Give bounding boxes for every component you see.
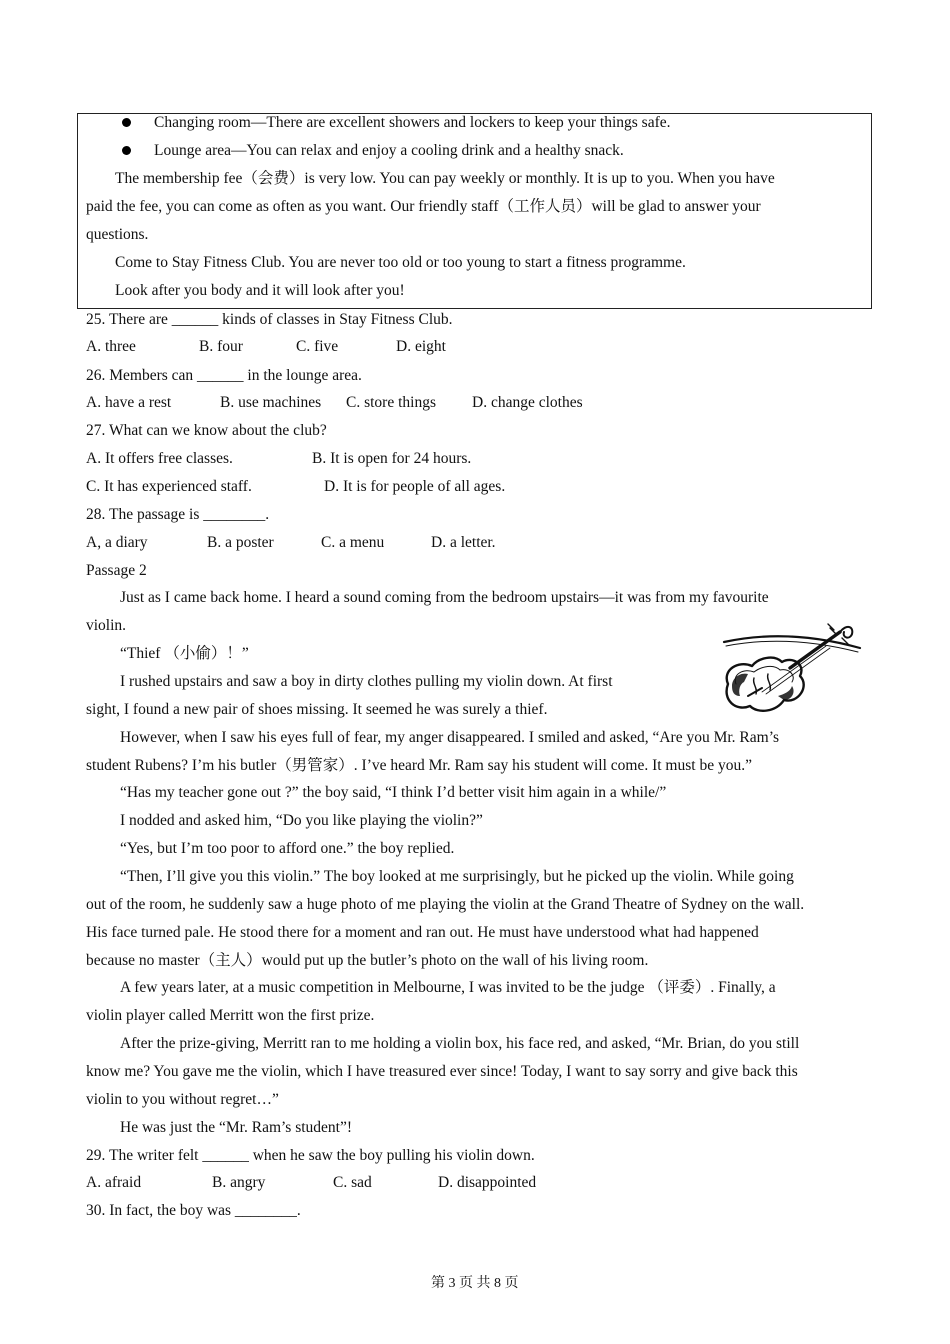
passage-line: out of the room, he suddenly saw a huge photo of me playing the violin at the Grand Theatre of Sydney on the wall. bbox=[86, 896, 805, 913]
q26-option-b: B. use machines bbox=[220, 394, 322, 411]
q28-stem: 28. The passage is ________. bbox=[86, 506, 270, 523]
q27-option-b: B. It is open for 24 hours. bbox=[312, 450, 472, 467]
q27-stem: 27. What can we know about the club? bbox=[86, 422, 327, 439]
q25-stem: 25. There are ______ kinds of classes in Stay Fitness Club. bbox=[86, 311, 453, 328]
passage-line: “Then, I’ll give you this violin.” The boy looked at me surprisingly, but he picked up the violin. While going bbox=[120, 868, 794, 885]
passage-line: “Yes, but I’m too poor to afford one.” the boy replied. bbox=[120, 840, 455, 857]
q28-option-b: B. a poster bbox=[207, 534, 274, 551]
q29-option-b: B. angry bbox=[212, 1174, 266, 1191]
q25-option-a: A. three bbox=[86, 338, 136, 355]
q27-option-a: A. It offers free classes. bbox=[86, 450, 233, 467]
q29-option-c: C. sad bbox=[333, 1174, 372, 1191]
bullet-lounge-area: Lounge area—You can relax and enjoy a cooling drink and a healthy snack. bbox=[154, 142, 624, 159]
fee-line-2: paid the fee, you can come as often as you want. Our friendly staff（工作人员）will be glad to answer your bbox=[86, 198, 761, 215]
q28-option-a: A, a diary bbox=[86, 534, 148, 551]
q27-option-c: C. It has experienced staff. bbox=[86, 478, 252, 495]
look-line: Look after you body and it will look after you! bbox=[115, 282, 405, 299]
passage-line: violin player called Merritt won the first prize. bbox=[86, 1007, 375, 1024]
passage-line: because no master（主人）would put up the butler’s photo on the wall of his living room. bbox=[86, 952, 649, 969]
passage-line: “Has my teacher gone out ?” the boy said, “I think I’d better visit him again in a while/” bbox=[120, 784, 667, 801]
passage-line: However, when I saw his eyes full of fear, my anger disappeared. I smiled and asked, “Are you Mr. Ram’s bbox=[120, 729, 780, 746]
passage-line: After the prize-giving, Merritt ran to me holding a violin box, his face red, and asked, “Mr. Brian, do you still bbox=[120, 1035, 800, 1052]
q29-option-a: A. afraid bbox=[86, 1174, 142, 1191]
bullet-changing-room: Changing room—There are excellent showers and lockers to keep your things safe. bbox=[154, 114, 671, 131]
passage-line: sight, I found a new pair of shoes missing. It seemed he was surely a thief. bbox=[86, 701, 548, 718]
fee-line-1: The membership fee（会费）is very low. You can pay weekly or monthly. It is up to you. When you have bbox=[115, 170, 775, 187]
passage-line: Just as I came back home. I heard a sound coming from the bedroom upstairs—it was from my favourite bbox=[120, 589, 769, 606]
fee-line-3: questions. bbox=[86, 226, 149, 243]
q28-option-c: C. a menu bbox=[321, 534, 385, 551]
come-line: Come to Stay Fitness Club. You are never too old or too young to start a fitness programme. bbox=[115, 254, 686, 271]
q30-stem: 30. In fact, the boy was ________. bbox=[86, 1202, 301, 1219]
passage-line: A few years later, at a music competition in Melbourne, I was invited to be the judge （评委）. Finally, a bbox=[120, 979, 776, 996]
passage-line: violin to you without regret…” bbox=[86, 1091, 279, 1108]
q28-option-d: D. a letter. bbox=[431, 534, 496, 551]
q26-option-c: C. store things bbox=[346, 394, 436, 411]
q25-option-b: B. four bbox=[199, 338, 243, 355]
q25-option-c: C. five bbox=[296, 338, 339, 355]
passage-line: I rushed upstairs and saw a boy in dirty clothes pulling my violin down. At first bbox=[120, 673, 613, 690]
passage-line: I nodded and asked him, “Do you like playing the violin?” bbox=[120, 812, 483, 829]
passage-line: violin. bbox=[86, 617, 127, 634]
q27-option-d: D. It is for people of all ages. bbox=[324, 478, 506, 495]
q26-option-a: A. have a rest bbox=[86, 394, 172, 411]
passage-line: student Rubens? I’m his butler（男管家）. I’ve heard Mr. Ram say his student will come. It must be you.” bbox=[86, 757, 752, 774]
passage-line: His face turned pale. He stood there for a moment and ran out. He must have understood what had happened bbox=[86, 924, 759, 941]
passage-line: “Thief （小偷）！” bbox=[120, 645, 249, 662]
q26-stem: 26. Members can ______ in the lounge area. bbox=[86, 367, 362, 384]
q29-option-d: D. disappointed bbox=[438, 1174, 537, 1191]
q26-option-d: D. change clothes bbox=[472, 394, 583, 411]
passage-line: know me? You gave me the violin, which I have treasured ever since! Today, I want to say sorry and give back this bbox=[86, 1063, 798, 1080]
q25-option-d: D. eight bbox=[396, 338, 446, 355]
bullet-icon bbox=[122, 118, 131, 127]
q29-stem: 29. The writer felt ______ when he saw the boy pulling his violin down. bbox=[86, 1147, 535, 1164]
violin-illustration bbox=[718, 612, 864, 718]
passage-line: He was just the “Mr. Ram’s student”! bbox=[120, 1119, 353, 1136]
page-footer: 第 3 页 共 8 页 bbox=[431, 1276, 519, 1291]
passage-title: Passage 2 bbox=[86, 562, 147, 579]
bullet-icon bbox=[122, 146, 131, 155]
